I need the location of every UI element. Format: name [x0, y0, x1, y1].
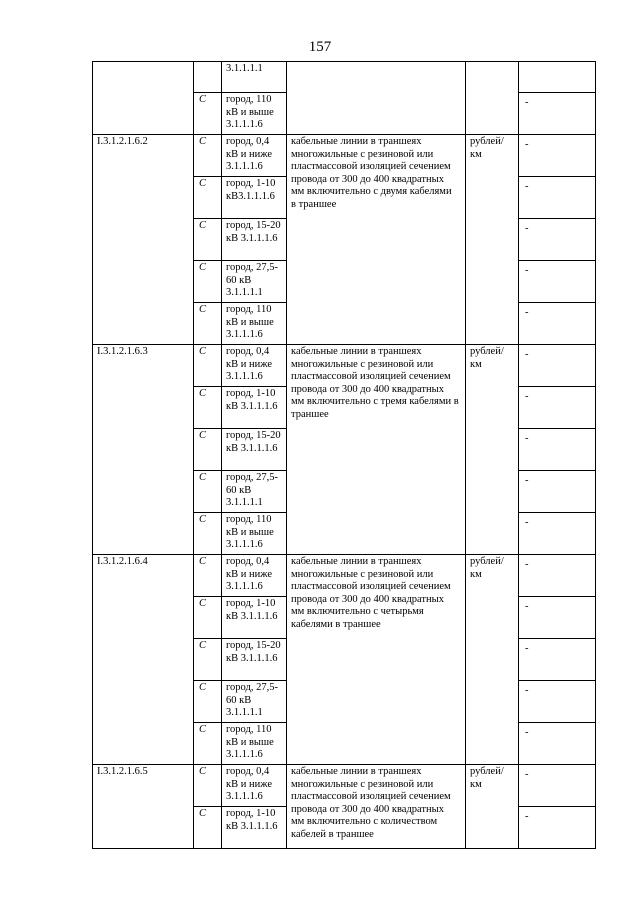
cell-symbol: С: [194, 807, 222, 849]
cell-value: [519, 93, 596, 135]
value-text: -: [525, 727, 529, 738]
cell-symbol: С: [194, 93, 222, 135]
cell-symbol: С: [194, 597, 222, 639]
cell-symbol: С: [194, 177, 222, 219]
value-text: -: [525, 223, 529, 234]
cell-condition: город, 27,5-60 кВ 3.1.1.1.1: [222, 261, 287, 303]
cell-value: [519, 303, 596, 345]
cell-symbol: С: [194, 429, 222, 471]
value-text: -: [525, 433, 529, 444]
cell-unit: рублей/ км: [466, 345, 519, 555]
value-text: -: [525, 769, 529, 780]
cell-description: кабельные линии в траншеях многожильные с резиновой или пластмассовой изоляцией сечением провода от 300 до 400 квадратных мм включительно с двумя кабелями в траншее: [287, 135, 466, 345]
table-row: [93, 62, 596, 93]
cell-value: [519, 639, 596, 681]
cell-symbol: С: [194, 681, 222, 723]
cell-value: [519, 807, 596, 849]
cell-code: I.3.1.2.1.6.4: [93, 555, 194, 765]
cell-condition: город, 1-10 кВ 3.1.1.1.6: [222, 387, 287, 429]
value-text: -: [525, 391, 529, 402]
cell-condition: город, 110 кВ и выше 3.1.1.1.6: [222, 513, 287, 555]
cell-description: кабельные линии в траншеях многожильные с резиновой или пластмассовой изоляцией сечением провода от 300 до 400 квадратных мм включительно с четырьмя кабелями в траншее: [287, 555, 466, 765]
cell-symbol: С: [194, 387, 222, 429]
value-text: -: [525, 559, 529, 570]
value-text: -: [525, 139, 529, 150]
cell-condition: город, 15-20 кВ 3.1.1.1.6: [222, 429, 287, 471]
value-text: -: [525, 265, 529, 276]
cell-unit: рублей/ км: [466, 765, 519, 849]
value-text: -: [525, 685, 529, 696]
value-text: -: [525, 97, 529, 108]
cell-unit: рублей/ км: [466, 555, 519, 765]
cell-value: [519, 555, 596, 597]
table-row: [93, 765, 596, 807]
value-text: -: [525, 307, 529, 318]
cell-code: [93, 62, 194, 135]
cell-description: [287, 62, 466, 135]
cell-value: [519, 765, 596, 807]
cell-symbol: С: [194, 471, 222, 513]
cell-symbol: [194, 62, 222, 93]
page-number: 157: [308, 39, 332, 55]
value-text: -: [525, 475, 529, 486]
value-text: -: [525, 811, 529, 822]
cell-condition: город, 15-20 кВ 3.1.1.1.6: [222, 219, 287, 261]
cell-symbol: С: [194, 219, 222, 261]
value-text: -: [525, 349, 529, 360]
cell-symbol: С: [194, 639, 222, 681]
cell-condition: город, 110 кВ и выше 3.1.1.1.6: [222, 303, 287, 345]
cell-description: кабельные линии в траншеях многожильные с резиновой или пластмассовой изоляцией сечением провода от 300 до 400 квадратных мм включительно с тремя кабелями в траншее: [287, 345, 466, 555]
cell-description: кабельные линии в траншеях многожильные с резиновой или пластмассовой изоляцией сечением провода от 300 до 400 квадратных мм включительно с количеством кабелей в траншее: [287, 765, 466, 849]
cell-condition: город, 110 кВ и выше 3.1.1.1.6: [222, 93, 287, 135]
cell-condition: город, 0,4 кВ и ниже 3.1.1.1.6: [222, 345, 287, 387]
cell-value: [519, 62, 596, 93]
cell-symbol: С: [194, 765, 222, 807]
cell-condition: город, 0,4 кВ и ниже 3.1.1.1.6: [222, 765, 287, 807]
cell-symbol: С: [194, 513, 222, 555]
cell-condition: город, 1-10 кВ 3.1.1.1.6: [222, 597, 287, 639]
tariff-table: [92, 61, 596, 849]
cell-condition: город, 0,4 кВ и ниже 3.1.1.1.6: [222, 135, 287, 177]
cell-unit: рублей/ км: [466, 135, 519, 345]
cell-condition: город, 110 кВ и выше 3.1.1.1.6: [222, 723, 287, 765]
value-text: -: [525, 517, 529, 528]
cell-value: [519, 471, 596, 513]
cell-symbol: С: [194, 723, 222, 765]
cell-symbol: С: [194, 261, 222, 303]
table-row: [93, 345, 596, 387]
value-text: -: [525, 181, 529, 192]
cell-value: [519, 513, 596, 555]
cell-value: [519, 723, 596, 765]
cell-value: [519, 387, 596, 429]
cell-code: I.3.1.2.1.6.3: [93, 345, 194, 555]
cell-value: [519, 681, 596, 723]
cell-code: I.3.1.2.1.6.5: [93, 765, 194, 849]
cell-condition: город, 0,4 кВ и ниже 3.1.1.1.6: [222, 555, 287, 597]
cell-value: [519, 261, 596, 303]
cell-condition: город, 27,5-60 кВ 3.1.1.1.1: [222, 471, 287, 513]
cell-value: [519, 345, 596, 387]
cell-unit: [466, 62, 519, 135]
cell-symbol: С: [194, 555, 222, 597]
cell-value: [519, 219, 596, 261]
cell-value: [519, 597, 596, 639]
cell-symbol: С: [194, 135, 222, 177]
cell-condition: город, 27,5-60 кВ 3.1.1.1.1: [222, 681, 287, 723]
cell-symbol: С: [194, 345, 222, 387]
cell-code: I.3.1.2.1.6.2: [93, 135, 194, 345]
value-text: -: [525, 601, 529, 612]
cell-condition: город, 1-10 кВ3.1.1.1.6: [222, 177, 287, 219]
cell-condition: город, 1-10 кВ 3.1.1.1.6: [222, 807, 287, 849]
cell-condition: город, 15-20 кВ 3.1.1.1.6: [222, 639, 287, 681]
cell-value: [519, 429, 596, 471]
cell-condition: 3.1.1.1.1: [222, 62, 287, 93]
table-row: [93, 555, 596, 597]
table-row: [93, 135, 596, 177]
cell-value: [519, 135, 596, 177]
value-text: -: [525, 643, 529, 654]
cell-symbol: С: [194, 303, 222, 345]
cell-value: [519, 177, 596, 219]
